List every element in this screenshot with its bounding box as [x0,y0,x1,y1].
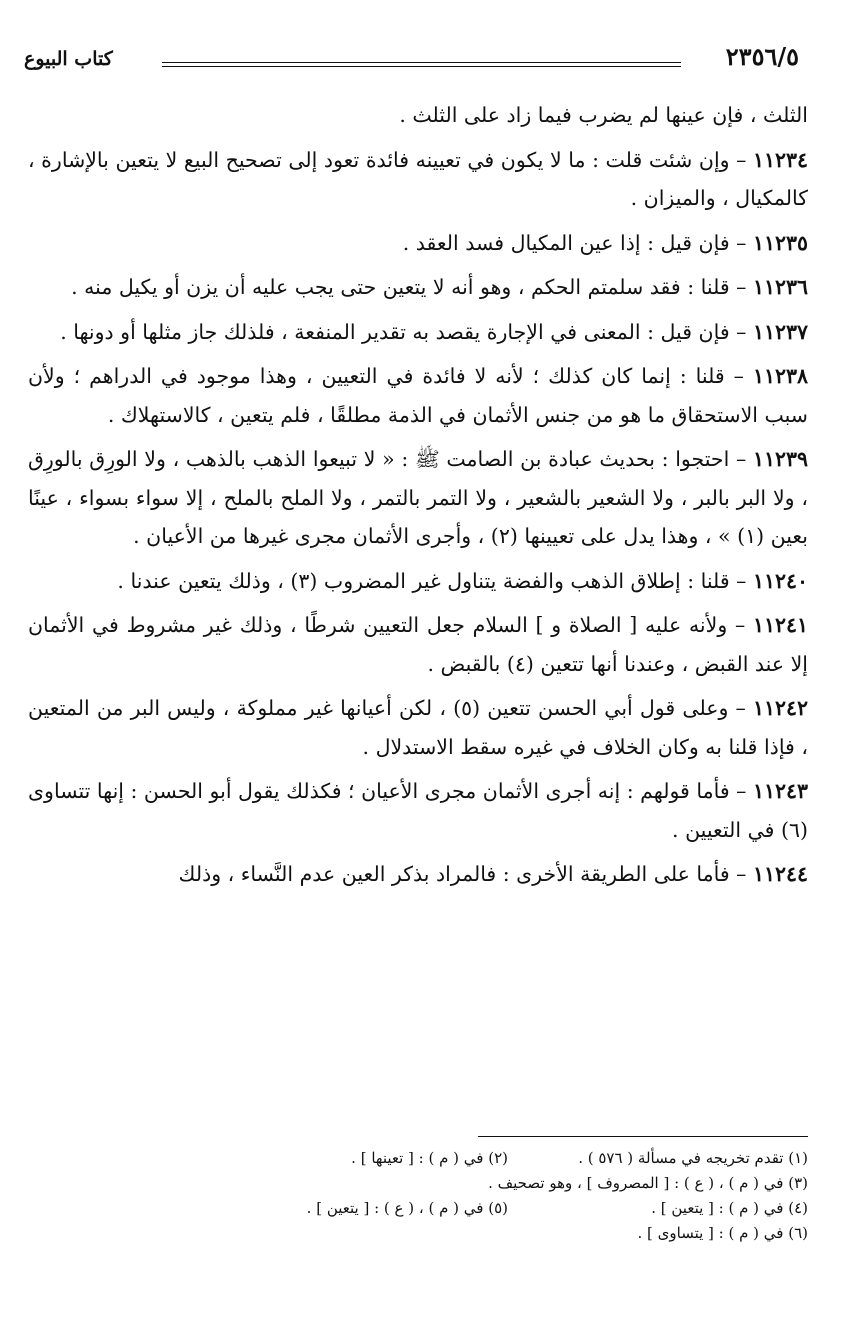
paragraph-number: ١١٢٣٥ [752,230,808,255]
paragraph-text: – وإن شئت قلت : ما لا يكون في تعيينه فائدة تعود إلى تصحيح البيع لا يتعين بالإشارة ، كالمكيال ، والميزان . [28,147,808,210]
paragraph-number: ١١٢٤٤ [752,862,808,886]
header-rule [162,62,681,67]
running-title: كتاب البيوع [24,48,113,70]
paragraph [28,224,808,263]
paragraph [28,268,808,307]
paragraph-number: ١١٢٣٩ [752,447,808,471]
footnote-1: (١) تقدم تخريجه في مسألة ( ٥٧٦ ) . [578,1149,808,1167]
paragraph [28,772,808,849]
paragraph [28,855,808,894]
paragraph-number: ١١٢٣٤ [752,147,808,172]
paragraph [28,440,808,556]
footnote-2: (٢) في ( م ) : [ تعينها ] . [351,1149,508,1167]
footnote-6: (٦) في ( م ) : [ يتساوى ] . [637,1224,808,1242]
paragraph-text: – وعلى قول أبي الحسن تتعين (٥) ، لكن أعيانها غير مملوكة ، وليس البر من المتعين ، فإذا قلنا به وكان الخلاف في غيره سقط الاستدلال . [28,696,808,759]
paragraph-number: ١١٢٤١ [752,613,808,637]
paragraph-text: – فأما على الطريقة الأخرى : فالمراد بذكر العين عدم النَّساء ، وذلك [178,862,753,886]
paragraph-text: – ولأنه عليه [ الصلاة و ] السلام جعل التعيين شرطًا ، وذلك غير مشروط في الأثمان إلا عند القبض ، وعندنا أنها تتعين (٤) بالقبض . [28,613,808,676]
paragraph-text: الثلث ، فإن عينها لم يضرب فيما زاد على الثلث . [399,103,808,127]
main-text [28,96,808,900]
paragraph-text: – فإن قيل : المعنى في الإجارة يقصد به تقدير المنفعة ، فلذلك جاز مثلها أو دونها . [60,319,753,344]
paragraph-number: ١١٢٤٣ [752,779,808,803]
paragraph [28,606,808,683]
page-header [24,42,799,82]
paragraph-text: – فأما قولهم : إنه أجرى الأثمان مجرى الأعيان ؛ فكذلك يقول أبو الحسن : إنها تتساوى (٦) في التعيين . [28,779,808,842]
footnote-row [150,1171,808,1196]
paragraph-number: ١١٢٤٠ [752,568,808,593]
paragraph-text: – قلنا : فقد سلمتم الحكم ، وهو أنه لا يتعين حتى يجب عليه أن يزن أو يكيل منه . [71,275,753,299]
footnote-rule [478,1136,808,1137]
paragraph-number: ١١٢٣٦ [752,275,808,299]
footnotes [150,1146,808,1246]
footnote-row [150,1196,808,1221]
footnote-3: (٣) في ( م ) ، ( ع ) : [ المصروف ] ، وهو تصحيف . [488,1174,808,1192]
paragraph-text: – فإن قيل : إذا عين المكيال فسد العقد . [402,230,753,255]
paragraph [28,96,808,135]
paragraph [28,313,808,352]
paragraph-text: – احتجوا : بحديث عبادة بن الصامت ﷺ : « لا تبيعوا الذهب بالذهب ، ولا الورِق بالورِق ، ولا البر بالبر ، ولا الشعير بالشعير ، ولا التمر بالتمر ، ولا الملح بالملح ، إلا سواء بسواء ، عينًا بعين (١) » ، وهذا يدل على تعيينها (٢) ، وأجرى الأثمان مجرى غيرها من الأعيان . [28,447,808,548]
footnote-row [150,1221,808,1246]
page-number: ٢٣٥٦/٥ [725,42,799,71]
paragraph [28,357,808,434]
footnote-row [150,1146,808,1171]
footnote-5: (٥) في ( م ) ، ( ع ) : [ يتعين ] . [306,1199,508,1217]
footnote-4: (٤) في ( م ) : [ يتعين ] . [651,1199,808,1217]
paragraph-text: – قلنا : إطلاق الذهب والفضة يتناول غير المضروب (٣) ، وذلك يتعين عندنا . [117,568,753,593]
paragraph-number: ١١٢٤٢ [752,696,809,720]
paragraph-number: ١١٢٣٧ [752,319,808,344]
paragraph [28,141,808,218]
paragraph-number: ١١٢٣٨ [752,364,808,388]
paragraph-text: – قلنا : إنما كان كذلك ؛ لأنه لا فائدة في التعيين ، وهذا موجود في الدراهم ؛ ولأن سبب الاستحقاق ما هو من جنس الأثمان في الذمة مطلقًا ، فلم يتعين ، كالاستهلاك . [28,364,808,427]
paragraph [28,562,808,601]
paragraph [28,689,808,766]
